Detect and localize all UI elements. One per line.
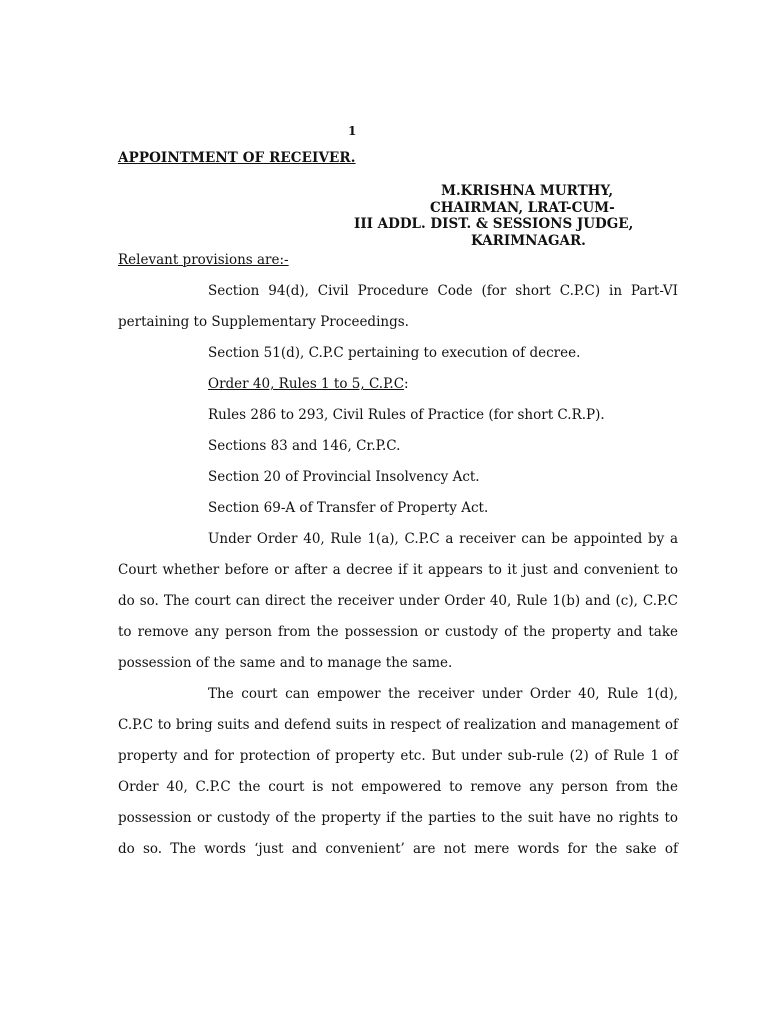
provision-item: Section 51(d), C.P.C pertaining to execution of decree. (208, 345, 581, 361)
author-place: KARIMNAGAR. (471, 232, 586, 249)
provision-item: Rules 286 to 293, Civil Rules of Practice (for short C.R.P). (208, 407, 605, 423)
author-name: M.KRISHNA MURTHY, (441, 183, 614, 199)
document-title: APPOINTMENT OF RECEIVER. (118, 150, 356, 166)
provision-item: Section 94(d), Civil Procedure Code (for short C.P.C) in Part-VI pertaining to Supplementary Proceedings. (118, 283, 678, 330)
body-paragraph: Under Order 40, Rule 1(a), C.P.C a receiver can be appointed by a Court whether before or after a decree if it appears to it just and convenient to do so. The court can direct the receiver under Order 40, Rule 1(b) and (c), C.P.C to remove any person from the possession or custody of the property and take possession of the same and to manage the same. (118, 531, 678, 671)
author-block (330, 183, 690, 249)
page-number: 1 (348, 124, 357, 138)
provision-item: Section 69-A of Transfer of Property Act. (208, 500, 489, 516)
author-court: III ADDL. DIST. & SESSIONS JUDGE, (354, 216, 634, 232)
body-paragraph: The court can empower the receiver under Order 40, Rule 1(d), C.P.C to bring suits and defend suits in respect of realization and management of property and for protection of property etc. But under sub-rule (2) of Rule 1 of Order 40, C.P.C the court is not empowered to remove any person from the possession or custody of the property if the parties to the suit have no rights to do so. The words ‘just and convenient’ are not mere words for the sake of (118, 686, 678, 857)
provision-item: Sections 83 and 146, Cr.P.C. (208, 438, 401, 454)
author-designation: CHAIRMAN, LRAT-CUM- (430, 199, 615, 216)
provision-item: Section 20 of Provincial Insolvency Act. (208, 469, 480, 485)
provisions-heading: Relevant provisions are:- (118, 252, 289, 268)
provision-item: Order 40, Rules 1 to 5, C.P.C: (208, 376, 409, 392)
provision-order-40: Order 40, Rules 1 to 5, C.P.C (208, 376, 405, 392)
document-body (118, 245, 678, 865)
